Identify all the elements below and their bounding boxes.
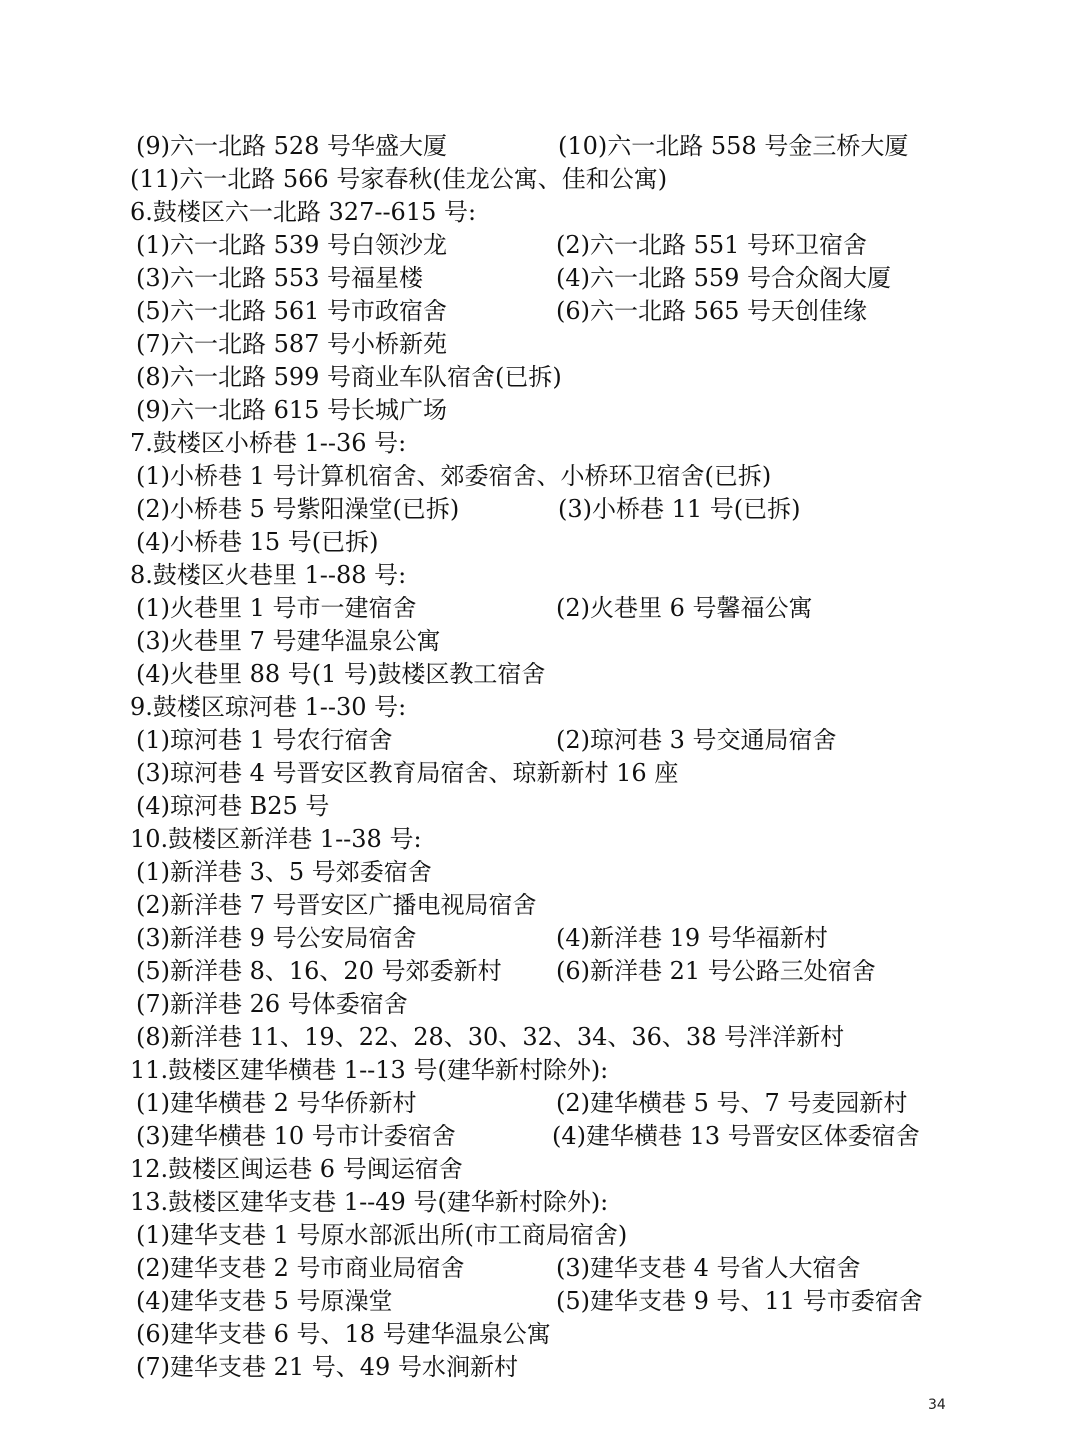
section-title: 11.鼓楼区建华横巷 1--13 号(建华新村除外): [130, 1056, 609, 1084]
list-item: (4)建华横巷 13 号晋安区体委宿舍 [552, 1122, 920, 1150]
list-item: (5)六一北路 561 号市政宿舍 [136, 297, 448, 325]
list-item: (10)六一北路 558 号金三桥大厦 [558, 132, 909, 160]
list-line [130, 1219, 980, 1252]
list-item: (6)建华支巷 6 号、18 号建华温泉公寓 [136, 1320, 551, 1348]
section-heading [130, 196, 980, 229]
list-item: (5)建华支巷 9 号、11 号市委宿舍 [556, 1287, 923, 1315]
list-line [130, 1351, 980, 1384]
list-line [130, 658, 980, 691]
list-line [130, 1120, 980, 1153]
list-line [130, 460, 980, 493]
list-line [130, 361, 980, 394]
list-item: (4)六一北路 559 号合众阁大厦 [556, 264, 892, 292]
list-item: (6)六一北路 565 号天创佳缘 [556, 297, 868, 325]
list-line [130, 328, 980, 361]
list-line [130, 1285, 980, 1318]
list-item: (8)六一北路 599 号商业车队宿舍(已拆) [136, 363, 562, 391]
list-item: (1)琼河巷 1 号农行宿舍 [136, 726, 393, 754]
list-item: (7)六一北路 587 号小桥新苑 [136, 330, 448, 358]
list-line [130, 757, 980, 790]
page-number: 34 [928, 1397, 946, 1413]
list-item: (3)建华支巷 4 号省人大宿舍 [556, 1254, 861, 1282]
list-item: (1)建华横巷 2 号华侨新村 [136, 1089, 417, 1117]
list-line [130, 856, 980, 889]
section-title: 9.鼓楼区琼河巷 1--30 号: [130, 693, 407, 721]
list-item: (3)火巷里 7 号建华温泉公寓 [136, 627, 441, 655]
list-line [130, 130, 980, 163]
list-item: (3)六一北路 553 号福星楼 [136, 264, 424, 292]
section-heading [130, 427, 980, 460]
list-item: (2)新洋巷 7 号晋安区广播电视局宿舍 [136, 891, 537, 919]
list-line [130, 625, 980, 658]
list-item: (3)琼河巷 4 号晋安区教育局宿舍、琼新新村 16 座 [136, 759, 679, 787]
list-item: (2)建华支巷 2 号市商业局宿舍 [136, 1254, 465, 1282]
list-item: (7)新洋巷 26 号体委宿舍 [136, 990, 408, 1018]
list-line [130, 790, 980, 823]
list-line [130, 1021, 980, 1054]
list-line [130, 1087, 980, 1120]
list-item: (4)建华支巷 5 号原澡堂 [136, 1287, 393, 1315]
section-title: 13.鼓楼区建华支巷 1--49 号(建华新村除外): [130, 1188, 609, 1216]
list-line [130, 1318, 980, 1351]
list-item: (3)建华横巷 10 号市计委宿舍 [136, 1122, 456, 1150]
list-item: (1)小桥巷 1 号计算机宿舍、郊委宿舍、小桥环卫宿舍(已拆) [136, 462, 772, 490]
list-line [130, 295, 980, 328]
list-item: (4)新洋巷 19 号华福新村 [556, 924, 828, 952]
section-title: 8.鼓楼区火巷里 1--88 号: [130, 561, 407, 589]
list-item: (9)六一北路 615 号长城广场 [136, 396, 448, 424]
list-item: (6)新洋巷 21 号公路三处宿舍 [556, 957, 876, 985]
list-item: (8)新洋巷 11、19、22、28、30、32、34、36、38 号泮洋新村 [136, 1023, 845, 1051]
section-title: 7.鼓楼区小桥巷 1--36 号: [130, 429, 407, 457]
list-line [130, 988, 980, 1021]
list-item: (1)新洋巷 3、5 号郊委宿舍 [136, 858, 432, 886]
list-item: (3)新洋巷 9 号公安局宿舍 [136, 924, 417, 952]
section-heading [130, 1153, 980, 1186]
list-item: (2)建华横巷 5 号、7 号麦园新村 [556, 1089, 908, 1117]
section-heading [130, 1054, 980, 1087]
list-item: (1)建华支巷 1 号原水部派出所(市工商局宿舍) [136, 1221, 628, 1249]
list-item: (4)火巷里 88 号(1 号)鼓楼区教工宿舍 [136, 660, 546, 688]
list-item: (2)火巷里 6 号馨福公寓 [556, 594, 813, 622]
list-line [130, 724, 980, 757]
list-item: (7)建华支巷 21 号、49 号水涧新村 [136, 1353, 518, 1381]
list-line [130, 394, 980, 427]
list-item: (3)小桥巷 11 号(已拆) [558, 495, 801, 523]
list-item: (9)六一北路 528 号华盛大厦 [136, 132, 448, 160]
list-item: (2)琼河巷 3 号交通局宿舍 [556, 726, 837, 754]
list-line [130, 955, 980, 988]
section-title: 10.鼓楼区新洋巷 1--38 号: [130, 825, 422, 853]
list-line [130, 163, 980, 196]
section-heading [130, 559, 980, 592]
list-line [130, 592, 980, 625]
list-line [130, 526, 980, 559]
list-line [130, 229, 980, 262]
list-line [130, 889, 980, 922]
section-heading [130, 1186, 980, 1219]
list-item: (1)六一北路 539 号白领沙龙 [136, 231, 448, 259]
list-item: (2)小桥巷 5 号紫阳澡堂(已拆) [136, 495, 460, 523]
document-body [130, 130, 980, 1384]
list-item: (5)新洋巷 8、16、20 号郊委新村 [136, 957, 502, 985]
list-line [130, 493, 980, 526]
section-heading [130, 691, 980, 724]
list-line [130, 1252, 980, 1285]
list-item: (4)琼河巷 B25 号 [136, 792, 330, 820]
section-title: 6.鼓楼区六一北路 327--615 号: [130, 198, 477, 226]
list-line [130, 262, 980, 295]
section-title: 12.鼓楼区闽运巷 6 号闽运宿舍 [130, 1155, 463, 1183]
section-heading [130, 823, 980, 856]
list-item: (4)小桥巷 15 号(已拆) [136, 528, 379, 556]
list-item: (11)六一北路 566 号家春秋(佳龙公寓、佳和公寓) [130, 165, 668, 193]
list-item: (2)六一北路 551 号环卫宿舍 [556, 231, 868, 259]
list-line [130, 922, 980, 955]
list-item: (1)火巷里 1 号市一建宿舍 [136, 594, 417, 622]
